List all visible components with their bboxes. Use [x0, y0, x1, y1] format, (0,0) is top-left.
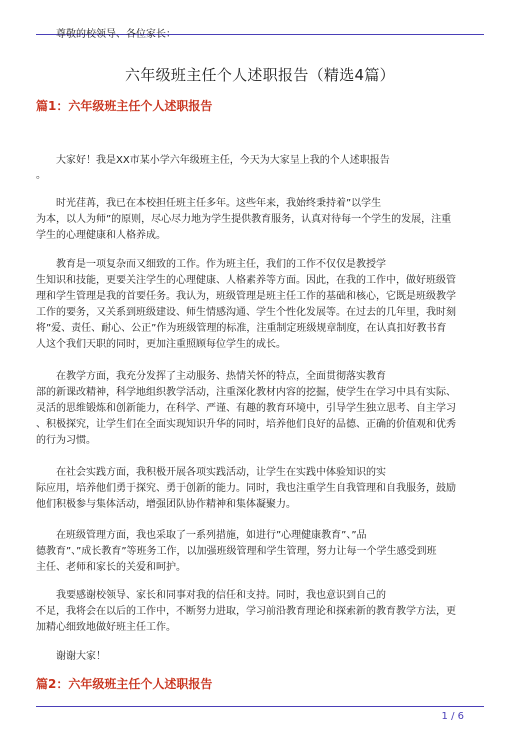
- paragraph-line: 不足，我将会在以后的工作中，不断努力进取，学习前沿教育理论和探索新的教育教学方法，更: [36, 606, 456, 617]
- closing-thanks: 谢谢大家！: [56, 651, 106, 662]
- paragraph-line: 在教学方面，我充分发挥了主动服务、热情关怀的特点，全面贯彻落实教育: [56, 371, 386, 382]
- paragraph-line: 德教育”、”成长教育”等班务工作，以加强班级管理和学生管理，努力让每一个学生感受到班: [36, 546, 437, 557]
- paragraph-line: 、积极探究，让学生们在全面实现知识升华的同时，培养他们良好的品德、正确的价值观和优秀: [36, 419, 456, 430]
- paragraph-line: 工作的要务，又关系到班级建设、师生情感沟通、学生个性化发展等。在过去的几年里，我时刻: [36, 307, 456, 318]
- paragraph-line: 教育是一项复杂而又细致的工作。作为班主任，我们的工作不仅仅是教授学: [56, 259, 386, 270]
- page-number: 1 / 6: [441, 711, 464, 722]
- paragraph-line: 人这个我们天职的同时，更加注重照顾每位学生的成长。: [36, 339, 286, 350]
- paragraph-line: 灵活的思维锻炼和创新能力，在科学、严谨、有趣的教育环境中，引导学生独立思考、自主学习: [36, 403, 456, 414]
- paragraph-line: 主任、老师和家长的关爱和呵护。: [36, 562, 186, 573]
- footer-rule: [36, 706, 484, 707]
- paragraph-line: 在社会实践方面，我积极开展各项实践活动，让学生在实践中体验知识的实: [56, 467, 386, 478]
- paragraph-line: 理和学生管理是我的首要任务。我认为，班级管理是班主任工作的基础和核心，它既是班级教学: [36, 291, 456, 302]
- paragraph-line: 我要感谢校领导、家长和同事对我的信任和支持。同时，我也意识到自己的: [56, 590, 386, 601]
- paragraph-line: 加精心细致地做好班主任工作。: [36, 622, 176, 633]
- paragraph-line: 将”爱、责任、耐心、公正”作为班级管理的标准，注重制定班级规章制度，在认真扣好教书育: [36, 323, 447, 334]
- section-heading-1: 篇1：六年级班主任个人述职报告: [36, 99, 213, 113]
- paragraph-line: 时光荏苒，我已在本校担任班主任多年。这些年来，我始终秉持着”以学生: [56, 198, 382, 209]
- intro-line: 大家好！我是XX市某小学六年级班主任，今天为大家呈上我的个人述职报告: [56, 155, 390, 166]
- section-heading-2: 篇2：六年级班主任个人述职报告: [36, 677, 213, 691]
- paragraph-line: 部的新课改精神，科学地组织教学活动，注重深化教材内容的挖掘，使学生在学习中具有实际、: [36, 387, 456, 398]
- document-title: 六年级班主任个人述职报告（精选4篇）: [125, 66, 395, 84]
- greeting: 尊敬的校领导、各位家长：: [56, 29, 176, 40]
- paragraph-line: 在班级管理方面，我也采取了一系列措施，如进行”心理健康教育”、”品: [56, 530, 367, 541]
- paragraph-line: 际应用，培养他们勇于探究、勇于创新的能力。同时，我也注重学生自我管理和自我服务，鼓励: [36, 483, 456, 494]
- paragraph-line: 的行为习惯。: [36, 435, 96, 446]
- paragraph-line: 为本，以人为师”的原则，尽心尽力地为学生提供教育服务，认真对待每一个学生的发展，注重: [36, 214, 452, 225]
- paragraph-line: 学生的心理健康和人格养成。: [36, 230, 166, 241]
- paragraph-line: 他们积极参与集体活动，增强团队协作精神和集体凝聚力。: [36, 499, 296, 510]
- intro-line: 。: [36, 170, 46, 181]
- paragraph-line: 生知识和技能，更要关注学生的心理健康、人格素养等方面。因此，在我的工作中，做好班级管: [36, 275, 456, 286]
